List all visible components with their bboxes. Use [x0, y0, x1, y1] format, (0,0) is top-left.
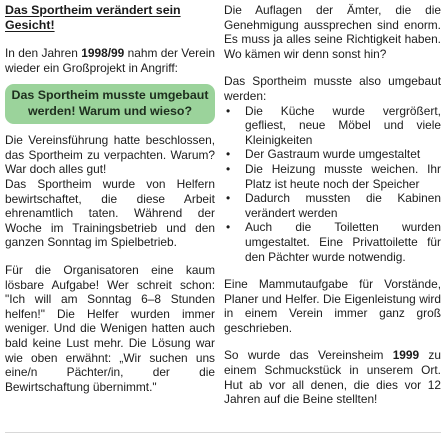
intro-text-before: In den Jahren: [5, 46, 82, 60]
bullet-icon: •: [226, 103, 231, 118]
bullet-icon: •: [226, 147, 231, 162]
list-item-text: Auch die Toiletten wurden umgestaltet. Eine Privattoilette für den Pächter wurde notwendig.: [245, 220, 441, 264]
paragraph-organizers: Für die Organisatoren eine kaum lösbare Aufgabe! Wer schreit schon: "Ich will am Sonntag 6–8 Stunden helfen!" Die Helfer wurden immer weniger. Und die Wenigen hatten auch bald keine Lust mehr. Die Lösung war wie oben erwähnt: „Wir suchen uns eine/n Pächter/in, der die Bewirtschaftung übernimmt.": [5, 262, 215, 394]
intro-paragraph: [5, 46, 215, 75]
intro-year: 1998/99: [81, 46, 125, 60]
paragraph-helpers: Das Sportheim wurde von Helfern bewirtschaftet, die diese Arbeit ehrenamtlich taten. Während der Woche im Trainingsbetrieb und den ganzen Sonntag im Spielbetrieb.: [5, 176, 215, 250]
list-item: [224, 147, 441, 162]
bullet-icon: •: [226, 161, 231, 176]
list-item: [224, 191, 441, 220]
right-column: [224, 3, 441, 407]
closing-text-before: So wurde das Vereinsheim: [224, 348, 393, 363]
list-item: [224, 220, 441, 264]
bullet-icon: •: [226, 220, 231, 235]
list-item-text: Dadurch mussten die Kabinen verändert werden: [245, 191, 441, 220]
paragraph-authorities: Die Auflagen der Ämter, die die Genehmigung aussprechen sind enorm. Es muss ja alles seine Richtigkeit haben. Wo kämen wir denn sonst hin?: [224, 3, 441, 61]
paragraph-effort: Eine Mammutaufgabe für Vorstände, Planer und Helfer. Die Eigenleistung wird in einem Verein immer ganz groß geschrieben.: [224, 277, 441, 335]
paragraph-decision: Die Vereinsführung hatte beschlossen, das Sportheim zu verpachten. Warum? War doch alles gut!: [5, 133, 215, 177]
list-item-text: Die Heizung musste weichen. Ihr Platz ist heute noch der Speicher: [245, 161, 441, 191]
intro-text-after: nahm der Verein wieder ein Großprojekt in Angriff:: [5, 46, 216, 75]
article-heading: Das Sportheim verändert sein Gesicht!: [5, 3, 181, 32]
closing-text-after: zu einem Schmuckstück in unserem Ort. Hut ab vor all denen, die dies vor 12 Jahren auf die Beine stellten!: [224, 348, 441, 407]
list-item-text: Die Küche wurde vergrößert, gefliest, neue Möbel und viele Kleinigkeiten: [245, 103, 441, 147]
list-item-text: Der Gastraum wurde umgestaltet: [245, 147, 421, 162]
renovation-list: [224, 104, 441, 265]
callout-box: Das Sportheim musste umgebaut werden! Warum und wieso?: [5, 84, 215, 124]
list-intro: Das Sportheim musste also umgebaut werden:: [224, 74, 441, 103]
closing-year: 1999: [392, 348, 420, 363]
closing-paragraph: [224, 348, 441, 406]
list-item: [224, 104, 441, 148]
list-item: [224, 162, 441, 191]
bottom-divider: [5, 432, 441, 433]
left-column: [5, 3, 215, 394]
bullet-icon: •: [226, 191, 231, 206]
